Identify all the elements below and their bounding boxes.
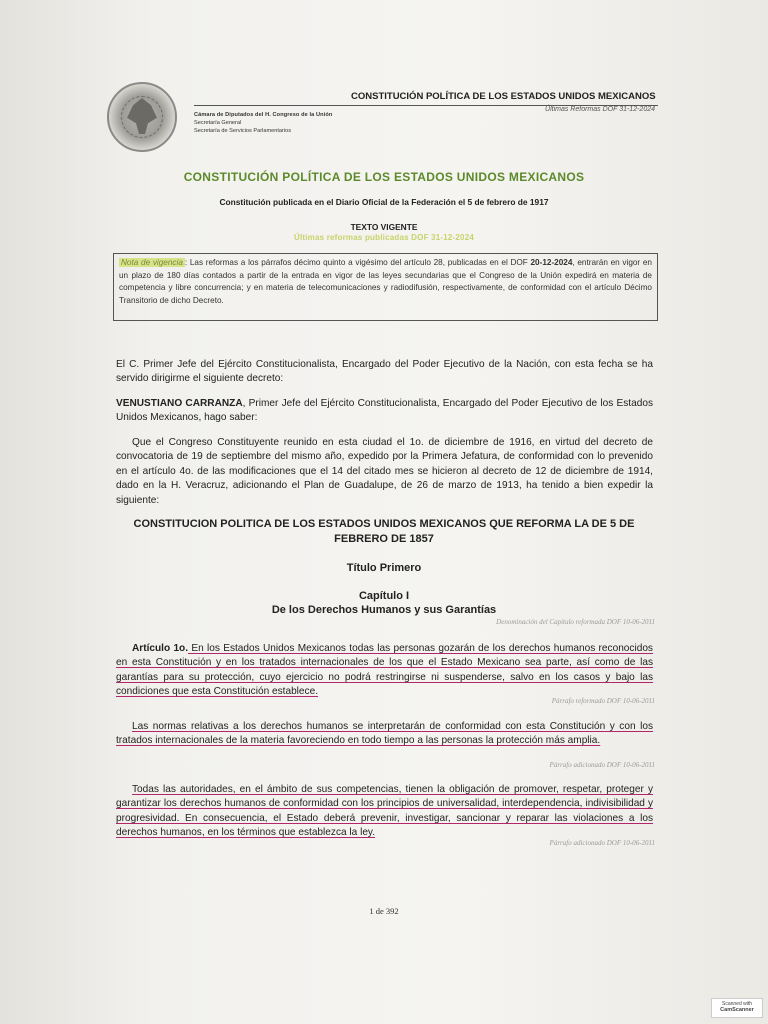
congreso-paragraph: Que el Congreso Constituyente reunido en esta ciudad el 1o. de diciembre de 1916, en virtud del decreto de convocatoria de 19 de septiembre del mismo año, expedido por la Primera Jefatura, de conformidad con lo prevenido en el artículo 4o. de las modificaciones que el 14 del citado mes se hicieron al decreto de 12 de diciembre de 1914, dado en la H. Veracruz, adicionando el Plan de Guadalupe, de 26 de marzo de 1913, ha tenido a bien expedir la siguiente: [116, 437, 653, 506]
texto-vigente: TEXTO VIGENTE [350, 222, 418, 232]
articulo-1-label: Artículo 1o. [132, 643, 189, 654]
scanner-line-2: CamScanner [720, 1007, 754, 1013]
scanner-line-1: Scanned with [721, 1001, 753, 1007]
ultimas-reformas: Últimas reformas publicadas DOF 31-12-2024 [293, 233, 475, 242]
page-number: 1 de 392 [369, 906, 399, 916]
nota-de-vigencia-box [113, 253, 658, 321]
note-paragraph-3: Párrafo adicionado DOF 10-06-2011 [549, 839, 655, 847]
intro-paragraph: El C. Primer Jefe del Ejército Constitucionalista, Encargado del Poder Ejecutivo de la Nación, con esta fecha se ha servido dirigirme el siguiente decreto: [116, 359, 653, 385]
carranza-paragraph [116, 397, 653, 426]
note-paragraph-2: Párrafo adicionado DOF 10-06-2011 [549, 761, 655, 769]
nota-date: 20-12-2024 [530, 258, 573, 267]
constitution-title: CONSTITUCION POLITICA DE LOS ESTADOS UNIDOS MEXICANOS QUE REFORMA LA DE 5 DE FEBRERO DE 1857 [133, 518, 635, 545]
mexican-coat-of-arms-seal-icon [107, 82, 177, 152]
paragraph-2 [116, 720, 653, 749]
nota-label: Nota de vigencia [121, 258, 183, 267]
camscanner-badge [711, 998, 763, 1018]
nota-text-a: : Las reformas a los párrafos décimo quinto a vigésimo del artículo 28, publicadas en el DOF [184, 258, 531, 267]
capitulo-name: De los Derechos Humanos y sus Garantías [271, 604, 497, 616]
header-doc-title: CONSTITUCIÓN POLÍTICA DE LOS ESTADOS UNIDOS MEXICANOS [351, 91, 656, 102]
articulo-1-paragraph [116, 642, 653, 700]
carranza-text: , Primer Jefe del Ejército Constitucionalista, Encargado del Poder Ejecutivo de los Estados Unidos Mexicanos, hago saber: [116, 398, 653, 424]
note-paragraph-1: Párrafo reformado DOF 10-06-2011 [551, 697, 655, 705]
chamber-line-3: Secretaría de Servicios Parlamentarios [194, 128, 292, 134]
paragraph-2-text: Las normas relativas a los derechos humanos se interpretarán de conformidad con esta Constitución y con los tratados internacionales de la materia favoreciendo en todo tiempo a las personas la protección más amplia. [116, 721, 653, 747]
header-last-reform: Últimas Reformas DOF 31-12-2024 [545, 106, 655, 113]
titulo-primero: Título Primero [346, 562, 422, 574]
articulo-1-text: En los Estados Unidos Mexicanos todas las personas gozarán de los derechos humanos reconocidos en esta Constitución y en los tratados internacionales de los que el Estado Mexicano sea parte, así como de las garantías para su protección, cuyo ejercicio no podrá restringirse ni suspenderse, salvo en los casos y bajo las condiciones que esta Constitución establece. [116, 643, 653, 698]
note-capitulo: Denominación del Capítulo reformada DOF 10-06-2011 [496, 618, 655, 626]
publication-line: Constitución publicada en el Diario Oficial de la Federación el 5 de febrero de 1917 [219, 197, 549, 207]
carranza-name: VENUSTIANO CARRANZA [116, 398, 243, 409]
capitulo-i: Capítulo I [358, 590, 410, 602]
chamber-block [194, 111, 332, 135]
chamber-line-1: Cámara de Diputados del H. Congreso de la Unión [194, 112, 333, 118]
paragraph-3-text: Todas las autoridades, en el ámbito de sus competencias, tienen la obligación de promover, respetar, proteger y garantizar los derechos humanos de conformidad con los principios de universalidad, interdependencia, indivisibilidad y progresividad. En consecuencia, el Estado deberá prevenir, investigar, sancionar y reparar las violaciones a los derechos humanos, en los términos que establezca la ley. [116, 784, 653, 839]
paragraph-3 [116, 783, 653, 841]
main-title: CONSTITUCIÓN POLÍTICA DE LOS ESTADOS UNIDOS MEXICANOS [183, 170, 585, 184]
nota-text-b: , entrarán en vigor en un plazo de 180 días contados a partir de la entrada en vigor de las leyes secundarias que el Congreso de la Unión expedirá en materia de competencia y libre concurrencia; y en materia de telecomunicaciones y radiodifusión, respectivamente, de conformidad con el artículo Décimo Transitorio de dicho Decreto. [119, 258, 652, 305]
chamber-line-2: Secretaría General [194, 120, 242, 126]
